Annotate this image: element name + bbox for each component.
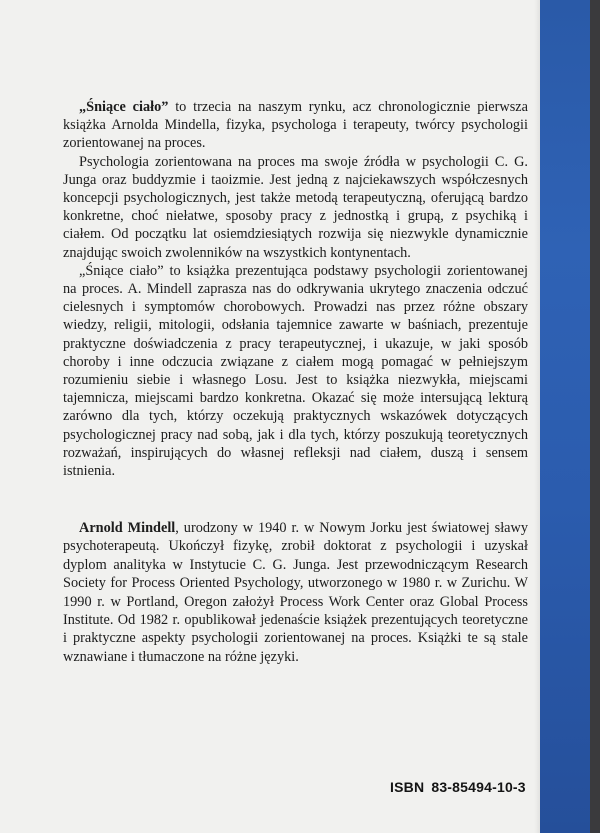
author-name: Arnold Mindell xyxy=(79,520,176,536)
author-bio-text: , urodzony w 1940 r. w Nowym Jorku jest światowej sławy psychoterapeutą. Ukończył fizykę, zrobił doktorat z psychologii i uzyskał dyplom analityka w Instytucie C. G. Junga. Jest przewodniczącym Research Society for Process Oriented Psychology, utworzonego w 1980 r. w Zurichu. W 1990 r. w Portland, Oregon założył Process Work Center oraz Global Process Institute. Od 1982 r. opublikował jedenaście książek prezentujących teoretyczne i praktyczne aspekty psychologii zorientowanej na proces. Książki te są stale wznawiane i tłumaczone na różne języki. xyxy=(63,520,528,665)
blurb-paragraph-3: „Śniące ciało” to książka prezentująca podstawy psychologii zorientowanej na proces. A. Mindell zaprasza nas do odkrywania ukrytego znaczenia odczuć cielesnych i symptomów chorobowych. Prowadzi nas przez różne obszary wiedzy, religii, mitologii, odsłania tajemnice zawarte w baśniach, prezentuje praktyczne doświadczenia z pracy terapeutycznej, i ukazuje, w jaki sposób choroby i inne odczucia związane z ciałem mogą pomagać w pełniejszym rozumieniu siebie i własnego Losu. Jest to książka niezwykła, miejscami tajemnicza, miejscami bardzo konkretna. Okazać się może intersującą lekturą zarówno dla tych, którzy oczekują praktycznych wskazówek dotyczących psychologicznej pracy nad sobą, jak i dla tych, którzy poszukują teoretycznych rozważań, inspirujących do własnej refleksji nad ciałem, duszą i sensem istnienia. xyxy=(63,262,528,480)
isbn-number: ISBN 83-85494-10-3 xyxy=(390,779,526,795)
blurb-paragraph-2: Psychologia zorientowana na proces ma swoje źródła w psychologii C. G. Junga oraz buddyzmie i taoizmie. Jest jedną z najciekawszych współczesnych koncepcji psychologicznych, jest także metodą terapeutyczną, oferującą bardzo konkretne, choć niełatwe, sposoby pracy z jednostką i grupą, z psychiką i ciałem. Od początku lat osiemdziesiątych rozwija się niezwykle dynamicznie znajdując swoich zwolenników na wszystkich kontynentach. xyxy=(63,153,528,261)
author-bio xyxy=(63,519,528,666)
blurb-paragraph-1 xyxy=(63,98,528,153)
book-blurb xyxy=(63,98,528,480)
author-bio-paragraph xyxy=(63,519,528,666)
blurb-paragraph-1-text: to trzecia na naszym rynku, acz chronologicznie pierwsza książka Arnolda Mindella, fizyka, psychologa i terapeuty, twórcy psychologii zorientowanej na proces. xyxy=(63,99,528,152)
book-title-quote: „Śniące ciało” xyxy=(79,99,169,115)
blue-spine-band xyxy=(540,0,590,833)
